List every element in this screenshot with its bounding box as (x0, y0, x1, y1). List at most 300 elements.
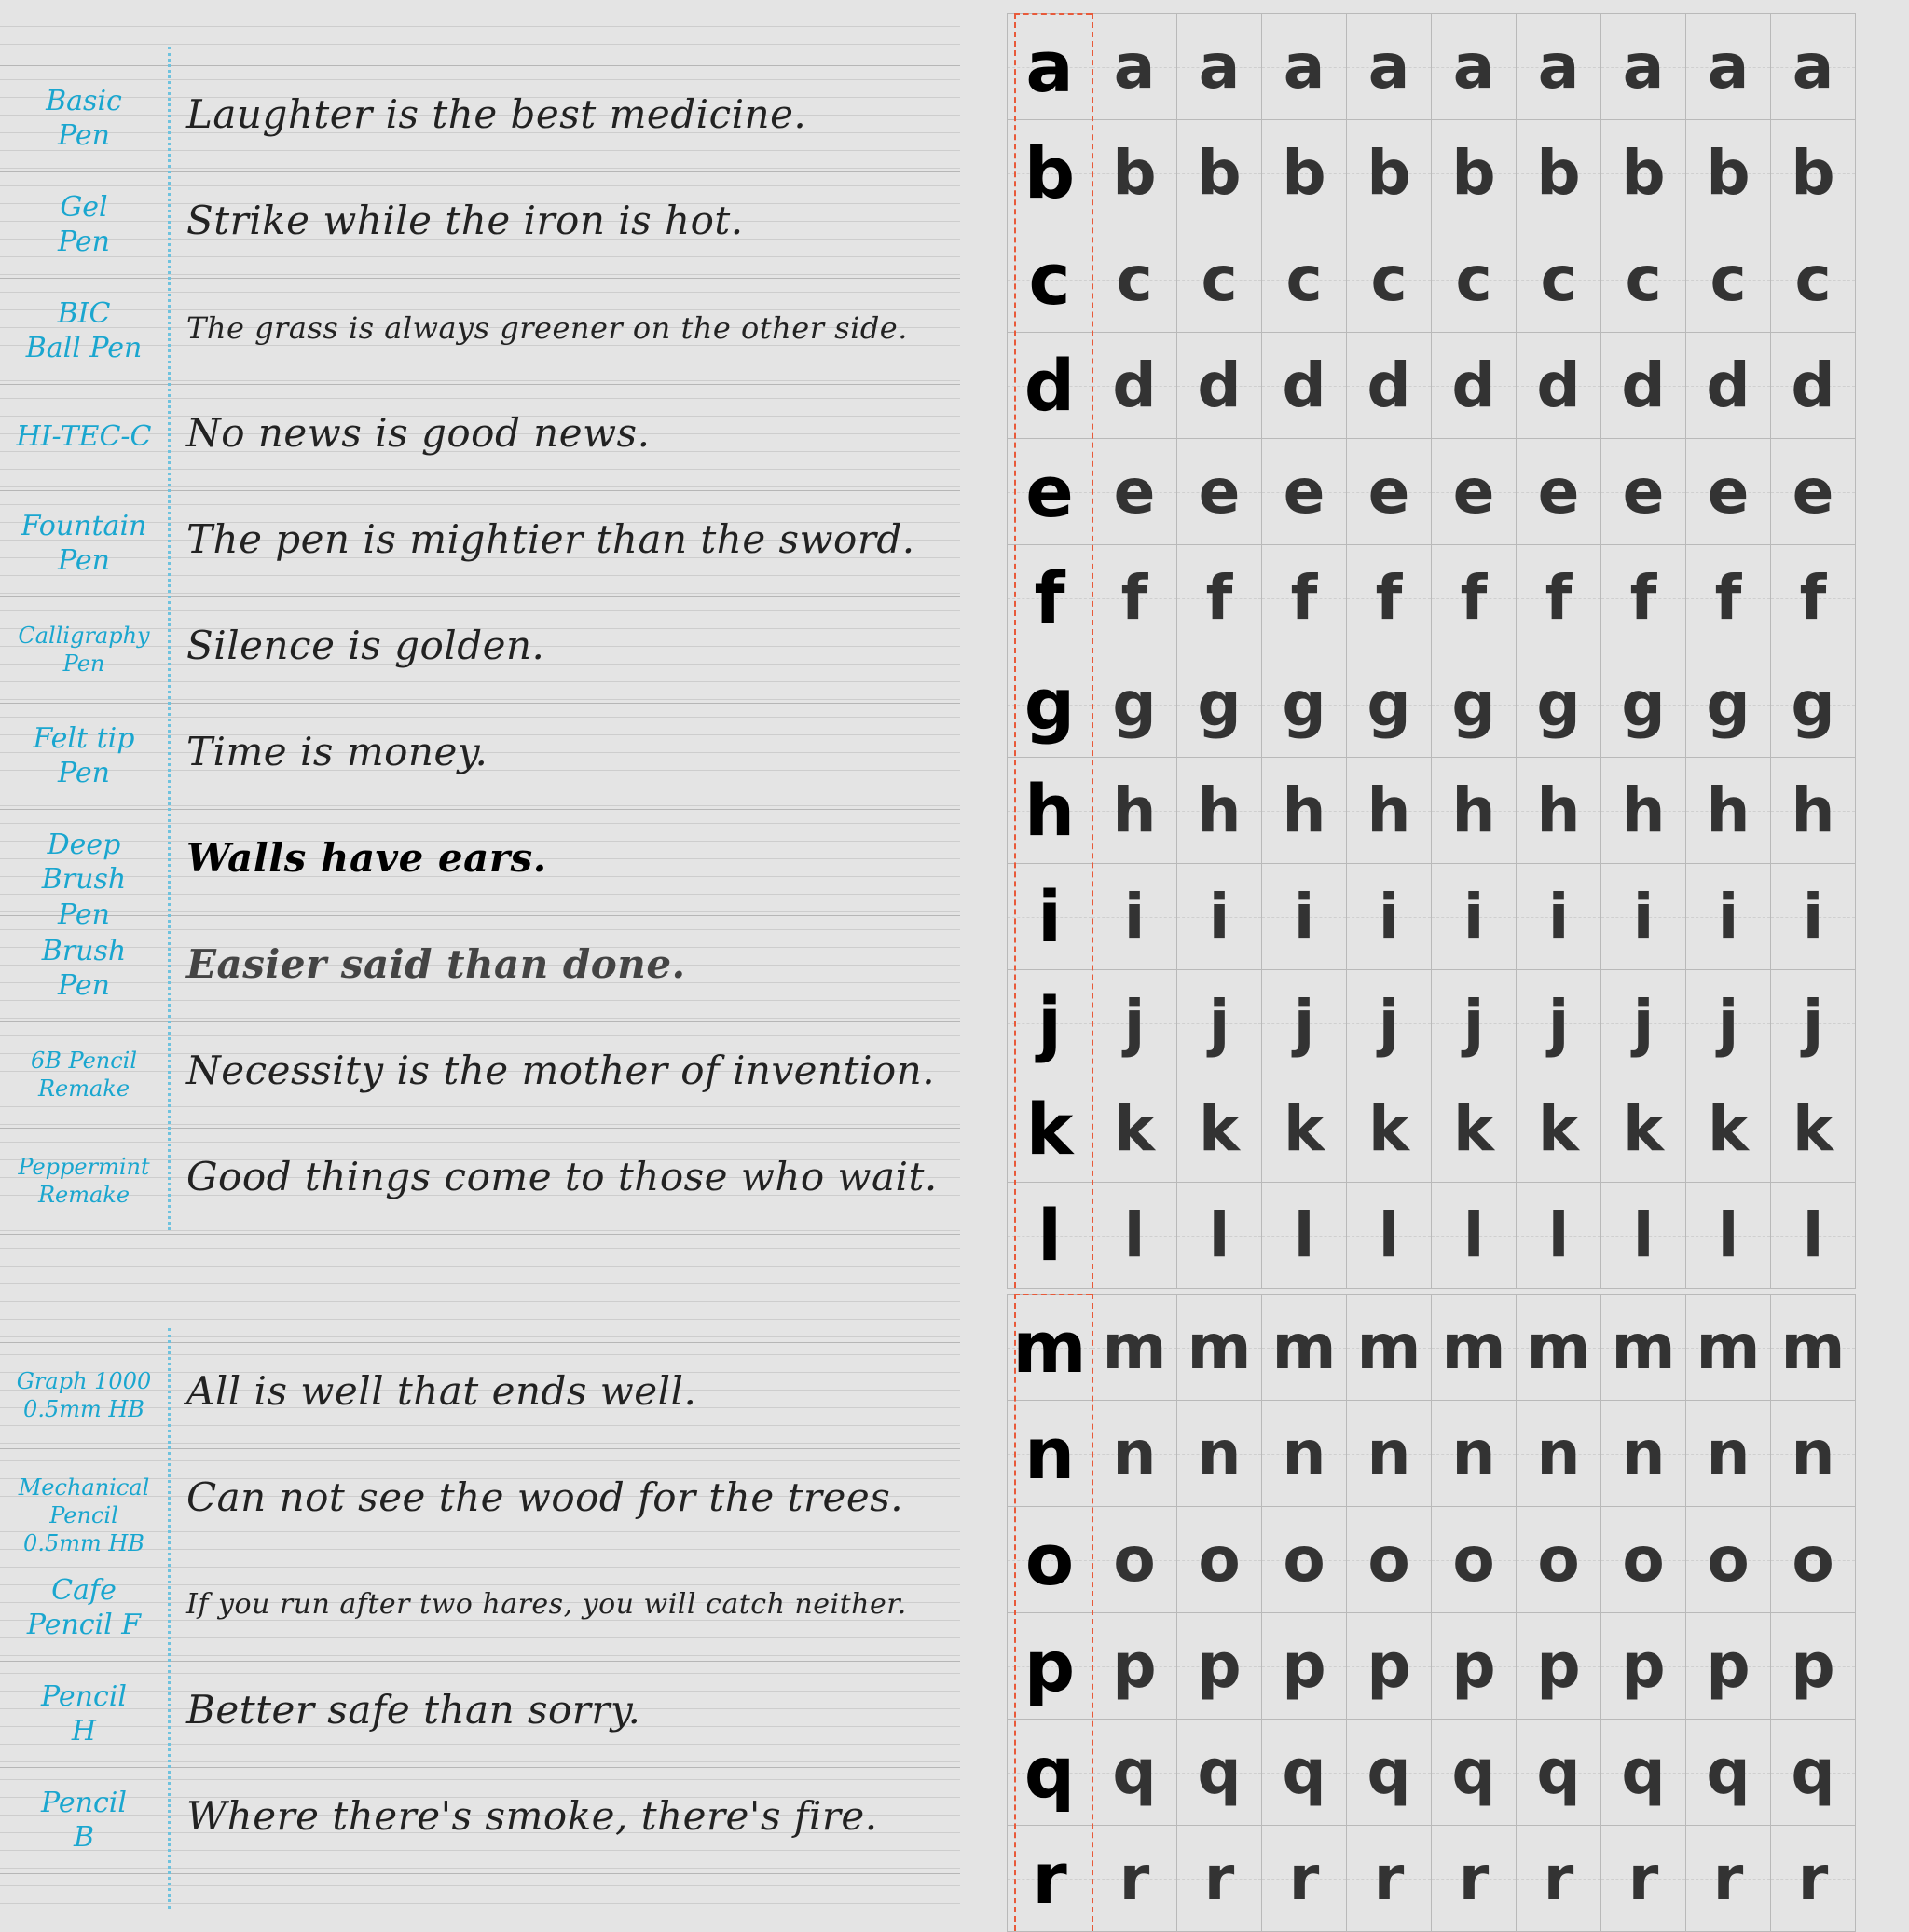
letter-glyph: g (1112, 668, 1157, 740)
letter-glyph: b (1706, 137, 1751, 209)
ruled-line (0, 1868, 960, 1869)
practice-letter-cell (1092, 226, 1177, 333)
practice-letter-cell (1770, 332, 1856, 439)
letter-glyph: f (1290, 562, 1318, 634)
letter-glyph: m (1611, 1311, 1676, 1383)
letter-glyph: r (1458, 1843, 1490, 1914)
ruled-line (0, 1673, 960, 1674)
letter-glyph: o (1024, 1518, 1075, 1601)
practice-letter-cell (1770, 969, 1856, 1076)
practice-letter-cell (1346, 332, 1432, 439)
practice-letter-cell (1516, 1076, 1601, 1183)
letter-glyph: j (1632, 987, 1655, 1059)
practice-letter-cell (1346, 1076, 1432, 1183)
ruled-line (0, 44, 960, 45)
practice-letter-cell (1600, 544, 1686, 651)
ruled-line (0, 809, 960, 810)
practice-letter-cell (1176, 651, 1262, 758)
letter-glyph: f (1034, 556, 1065, 639)
letter-glyph: b (1536, 137, 1581, 209)
ruled-line (0, 1234, 960, 1235)
letter-glyph: b (1197, 137, 1242, 209)
letter-glyph: c (1455, 243, 1492, 315)
practice-letter-cell (1261, 863, 1347, 970)
letter-glyph: i (1632, 881, 1655, 952)
letter-glyph: l (1293, 1199, 1315, 1271)
practice-letter-cell (1176, 1400, 1262, 1507)
letter-glyph: h (1197, 774, 1242, 846)
practice-letter-cell (1346, 226, 1432, 333)
letter-glyph: j (1463, 987, 1485, 1059)
practice-letter-cell (1346, 1719, 1432, 1826)
letter-glyph: k (1025, 1088, 1074, 1171)
model-letter-cell (1007, 1506, 1092, 1613)
ruled-line (0, 79, 960, 80)
letter-glyph: c (1285, 243, 1323, 315)
letter-glyph: l (1208, 1199, 1230, 1271)
model-column-left-guide (1014, 1294, 1016, 1931)
practice-letter-cell (1431, 1825, 1517, 1932)
ruled-line (0, 65, 960, 66)
letter-glyph: g (1197, 668, 1242, 740)
letter-glyph: h (1282, 774, 1326, 846)
practice-letter-cell (1516, 226, 1601, 333)
letter-glyph: a (1537, 31, 1580, 103)
letter-glyph: h (1367, 774, 1411, 846)
practice-letter-cell (1516, 544, 1601, 651)
letter-glyph: i (1293, 881, 1315, 952)
practice-letter-cell (1685, 438, 1771, 545)
letter-glyph: g (1282, 668, 1326, 740)
letter-glyph: e (1537, 456, 1580, 528)
ruled-line (0, 1354, 960, 1355)
practice-letter-cell (1685, 332, 1771, 439)
pen-name-label: Fountain Pen (21, 509, 147, 577)
letter-glyph: l (1378, 1199, 1400, 1271)
pen-name-label: Mechanical Pencil 0.5mm HB (18, 1474, 150, 1556)
letter-glyph: i (1717, 881, 1739, 952)
ruled-line (0, 1142, 960, 1143)
letter-glyph: b (1112, 137, 1157, 209)
letter-glyph: f (1714, 562, 1742, 634)
letter-glyph: n (1621, 1418, 1666, 1489)
handwriting-sample-sentence: The pen is mightier than the sword. (186, 515, 915, 562)
ruled-line (0, 292, 960, 293)
letter-glyph: h (1023, 769, 1076, 852)
practice-letter-cell (1346, 13, 1432, 120)
practice-letter-cell (1431, 651, 1517, 758)
practice-letter-cell (1176, 1076, 1262, 1183)
ruled-line (0, 171, 960, 172)
ruled-line (0, 1336, 960, 1337)
practice-letter-cell (1600, 1182, 1686, 1289)
practice-letter-cell (1346, 1825, 1432, 1932)
letter-glyph: e (1283, 456, 1325, 528)
handwriting-sample-sentence: If you run after two hares, you will catch neither. (186, 1588, 907, 1621)
practice-letter-cell (1685, 1294, 1771, 1401)
practice-letter-cell (1685, 863, 1771, 970)
letter-glyph: a (1452, 31, 1495, 103)
letter-glyph: e (1113, 456, 1156, 528)
handwriting-sample-sentence: Necessity is the mother of invention. (186, 1047, 936, 1093)
letter-glyph: o (1452, 1524, 1495, 1596)
ruled-line (0, 1767, 960, 1768)
practice-letter-cell (1600, 332, 1686, 439)
ruled-line (0, 486, 960, 487)
letter-glyph: j (1123, 987, 1146, 1059)
letter-glyph: n (1112, 1418, 1157, 1489)
practice-letter-cell (1092, 13, 1177, 120)
practice-letter-cell (1600, 1719, 1686, 1826)
letter-glyph: j (1717, 987, 1739, 1059)
practice-letter-cell (1261, 969, 1347, 1076)
practice-letter-cell (1261, 757, 1347, 864)
practice-letter-cell (1600, 1612, 1686, 1720)
practice-letter-cell (1431, 1400, 1517, 1507)
letter-glyph: p (1451, 1630, 1496, 1702)
practice-letter-cell (1685, 1506, 1771, 1613)
practice-letter-cell (1431, 544, 1517, 651)
practice-letter-cell (1600, 651, 1686, 758)
ruled-line (0, 274, 960, 275)
letter-glyph: l (1547, 1199, 1570, 1271)
ruled-line (0, 490, 960, 491)
letter-glyph: n (1367, 1418, 1411, 1489)
practice-letter-cell (1770, 1612, 1856, 1720)
letter-glyph: j (1802, 987, 1824, 1059)
practice-letter-cell (1685, 1612, 1771, 1720)
letter-glyph: a (1792, 31, 1834, 103)
letter-glyph: k (1199, 1093, 1240, 1165)
practice-letter-cell (1516, 1182, 1601, 1289)
letter-glyph: g (1367, 668, 1411, 740)
practice-letter-cell (1685, 1825, 1771, 1932)
practice-letter-cell (1600, 969, 1686, 1076)
letter-practice-grid (1007, 0, 1902, 1920)
practice-letter-cell (1092, 651, 1177, 758)
practice-letter-cell (1431, 438, 1517, 545)
letter-glyph: d (1451, 349, 1496, 421)
letter-glyph: n (1791, 1418, 1835, 1489)
practice-letter-cell (1685, 1719, 1771, 1826)
practice-letter-cell (1346, 119, 1432, 226)
practice-letter-cell (1516, 863, 1601, 970)
practice-letter-cell (1261, 1825, 1347, 1932)
practice-letter-cell (1431, 969, 1517, 1076)
letter-glyph: q (1023, 1731, 1076, 1814)
model-letter-cell (1007, 1294, 1092, 1401)
letter-glyph: c (1116, 243, 1153, 315)
letter-glyph: d (1282, 349, 1326, 421)
pen-name-label: Pencil H (41, 1679, 127, 1747)
practice-letter-cell (1092, 119, 1177, 226)
practice-letter-cell (1431, 1612, 1517, 1720)
pen-name-label: Peppermint Remake (18, 1154, 150, 1208)
letter-glyph: r (1373, 1843, 1405, 1914)
letter-glyph: d (1197, 349, 1242, 421)
letter-glyph: a (1113, 31, 1156, 103)
practice-letter-cell (1600, 1825, 1686, 1932)
practice-letter-cell (1685, 969, 1771, 1076)
letter-glyph: a (1283, 31, 1325, 103)
practice-letter-cell (1176, 1294, 1262, 1401)
ruled-line (0, 1283, 960, 1284)
ruled-line (0, 717, 960, 718)
practice-letter-cell (1516, 13, 1601, 120)
letter-glyph: h (1621, 774, 1666, 846)
letter-glyph: o (1537, 1524, 1580, 1596)
letter-glyph: m (1102, 1311, 1167, 1383)
ruled-line (0, 1761, 960, 1762)
practice-letter-cell (1431, 1719, 1517, 1826)
letter-glyph: o (1198, 1524, 1241, 1596)
practice-letter-cell (1600, 226, 1686, 333)
letter-glyph: m (1271, 1311, 1337, 1383)
letter-glyph: n (1197, 1418, 1242, 1489)
model-letter-cell (1007, 969, 1092, 1076)
ruled-line (0, 185, 960, 186)
ruled-line (0, 1021, 960, 1022)
pen-name-label: Pencil B (41, 1786, 127, 1854)
letter-glyph: j (1547, 987, 1570, 1059)
pen-name-label: HI-TEC-C (16, 420, 152, 454)
practice-letter-cell (1770, 13, 1856, 120)
handwriting-sample-sentence: Laughter is the best medicine. (186, 90, 807, 137)
practice-letter-cell (1261, 651, 1347, 758)
letter-glyph: d (1367, 349, 1411, 421)
practice-letter-cell (1431, 757, 1517, 864)
letter-glyph: e (1025, 450, 1074, 533)
practice-letter-cell (1261, 13, 1347, 120)
handwriting-sample-sentence: All is well that ends well. (186, 1367, 697, 1414)
practice-letter-cell (1346, 757, 1432, 864)
ruled-line (0, 1230, 960, 1231)
letter-glyph: c (1625, 243, 1662, 315)
practice-letter-cell (1176, 1719, 1262, 1826)
ruled-line (0, 805, 960, 806)
letter-glyph: l (1037, 1194, 1063, 1277)
letter-glyph: g (1536, 668, 1581, 740)
practice-letter-cell (1346, 969, 1432, 1076)
ruled-line (0, 610, 960, 611)
handwriting-sample-sentence: Can not see the wood for the trees. (186, 1473, 904, 1520)
model-letter-cell (1007, 863, 1092, 970)
letter-glyph: a (1707, 31, 1750, 103)
model-letter-cell (1007, 1182, 1092, 1289)
letter-glyph: f (1799, 562, 1827, 634)
model-column-right-guide (1092, 13, 1093, 1288)
letter-glyph: o (1792, 1524, 1834, 1596)
ruled-line (0, 1319, 960, 1320)
ruled-line (0, 1128, 960, 1129)
handwriting-sample-sentence: Time is money. (186, 728, 488, 774)
letter-glyph: e (1198, 456, 1241, 528)
letter-glyph: n (1706, 1418, 1751, 1489)
practice-letter-cell (1176, 119, 1262, 226)
practice-letter-cell (1092, 1506, 1177, 1613)
practice-letter-cell (1261, 1076, 1347, 1183)
practice-letter-cell (1516, 332, 1601, 439)
ruled-line (0, 1018, 960, 1019)
letter-glyph: r (1203, 1843, 1235, 1914)
practice-letter-cell (1516, 1719, 1601, 1826)
letter-glyph: c (1028, 238, 1071, 321)
handwriting-sample-sentence: No news is good news. (186, 409, 651, 456)
handwriting-sample-sentence: Strike while the iron is hot. (186, 197, 744, 243)
letter-glyph: m (1526, 1311, 1591, 1383)
model-column-right-guide (1092, 1294, 1093, 1931)
letter-glyph: p (1706, 1630, 1751, 1702)
letter-glyph: k (1792, 1093, 1833, 1165)
practice-letter-cell (1261, 1612, 1347, 1720)
practice-letter-cell (1431, 1294, 1517, 1401)
practice-letter-cell (1092, 1182, 1177, 1289)
letter-glyph: a (1198, 31, 1241, 103)
practice-letter-cell (1685, 1076, 1771, 1183)
model-letter-cell (1007, 1612, 1092, 1720)
practice-letter-cell (1176, 757, 1262, 864)
letter-glyph: f (1545, 562, 1573, 634)
practice-letter-cell (1685, 119, 1771, 226)
letter-glyph: h (1706, 774, 1751, 846)
practice-letter-cell (1346, 863, 1432, 970)
practice-letter-cell (1431, 1076, 1517, 1183)
practice-letter-cell (1431, 1506, 1517, 1613)
practice-letter-cell (1261, 1506, 1347, 1613)
letter-glyph: p (1536, 1630, 1581, 1702)
practice-letter-cell (1092, 544, 1177, 651)
letter-glyph: p (1197, 1630, 1242, 1702)
practice-letter-cell (1770, 651, 1856, 758)
ruled-line (0, 278, 960, 279)
letter-glyph: p (1621, 1630, 1666, 1702)
model-letter-cell (1007, 651, 1092, 758)
pen-name-label: Graph 1000 0.5mm HB (16, 1368, 152, 1422)
practice-letter-cell (1261, 119, 1347, 226)
letter-glyph: h (1112, 774, 1157, 846)
ruled-line (0, 26, 960, 27)
practice-letter-cell (1176, 863, 1262, 970)
letter-glyph: r (1032, 1837, 1067, 1920)
letter-glyph: g (1023, 663, 1076, 746)
pen-name-label: Calligraphy Pen (18, 623, 150, 677)
practice-letter-cell (1346, 1400, 1432, 1507)
pen-name-label: Basic Pen (46, 84, 122, 152)
letter-glyph: k (1538, 1093, 1579, 1165)
practice-letter-cell (1685, 226, 1771, 333)
ruled-line (0, 823, 960, 824)
practice-letter-cell (1431, 1182, 1517, 1289)
letter-glyph: p (1023, 1624, 1076, 1707)
practice-letter-cell (1431, 863, 1517, 970)
letter-glyph: n (1536, 1418, 1581, 1489)
letter-glyph: c (1370, 243, 1408, 315)
letter-glyph: c (1710, 243, 1747, 315)
letter-glyph: i (1208, 881, 1230, 952)
practice-letter-cell (1092, 1294, 1177, 1401)
ruled-line (0, 1460, 960, 1461)
ruled-line (0, 1124, 960, 1125)
practice-letter-cell (1346, 1182, 1432, 1289)
practice-letter-cell (1516, 757, 1601, 864)
practice-letter-cell (1092, 757, 1177, 864)
letter-glyph: d (1621, 349, 1666, 421)
letter-glyph: q (1197, 1736, 1242, 1808)
letter-glyph: f (1120, 562, 1148, 634)
letter-glyph: q (1791, 1736, 1835, 1808)
ruled-line (0, 593, 960, 594)
letter-glyph: b (1451, 137, 1496, 209)
practice-letter-cell (1176, 226, 1262, 333)
letter-glyph: e (1622, 456, 1665, 528)
practice-letter-cell (1092, 1076, 1177, 1183)
letter-glyph: m (1696, 1311, 1761, 1383)
ruled-line (0, 681, 960, 682)
practice-letter-cell (1176, 1825, 1262, 1932)
ruled-line (0, 1661, 960, 1662)
handwriting-sample-sentence: Good things come to those who wait. (186, 1153, 938, 1199)
letter-glyph: k (1623, 1093, 1664, 1165)
practice-letter-cell (1346, 544, 1432, 651)
practice-letter-cell (1092, 1400, 1177, 1507)
practice-letter-cell (1431, 332, 1517, 439)
ruled-line (0, 1567, 960, 1568)
letter-glyph: j (1293, 987, 1315, 1059)
model-letter-cell (1007, 1076, 1092, 1183)
practice-letter-cell (1092, 438, 1177, 545)
margin-dotted-line (168, 47, 171, 1230)
letter-glyph: f (1629, 562, 1657, 634)
practice-letter-cell (1092, 969, 1177, 1076)
letter-glyph: i (1378, 881, 1400, 952)
letter-glyph: g (1706, 668, 1751, 740)
practice-letter-cell (1346, 1506, 1432, 1613)
practice-letter-cell (1770, 1294, 1856, 1401)
letter-glyph: q (1451, 1736, 1496, 1808)
letter-glyph: g (1451, 668, 1496, 740)
practice-letter-cell (1770, 226, 1856, 333)
practice-letter-cell (1516, 119, 1601, 226)
letter-glyph: i (1123, 881, 1146, 952)
practice-letter-cell (1346, 651, 1432, 758)
model-column-top-guide (1014, 1294, 1092, 1295)
practice-letter-cell (1770, 863, 1856, 970)
letter-glyph: f (1205, 562, 1233, 634)
letter-glyph: c (1794, 243, 1832, 315)
letter-glyph: a (1025, 25, 1074, 108)
letter-glyph: r (1288, 1843, 1320, 1914)
letter-glyph: d (1112, 349, 1157, 421)
pen-name-label: Felt tip Pen (33, 721, 135, 789)
pen-name-label: Deep Brush Pen (41, 828, 127, 931)
model-letter-cell (1007, 226, 1092, 333)
letter-glyph: h (1791, 774, 1835, 846)
practice-letter-cell (1346, 1294, 1432, 1401)
letter-glyph: n (1282, 1418, 1326, 1489)
letter-glyph: r (1627, 1843, 1659, 1914)
letter-glyph: d (1536, 349, 1581, 421)
letter-glyph: f (1375, 562, 1403, 634)
practice-letter-cell (1770, 544, 1856, 651)
practice-letter-cell (1770, 1400, 1856, 1507)
ruled-line (0, 384, 960, 385)
letter-glyph: n (1023, 1412, 1076, 1495)
practice-letter-cell (1600, 1400, 1686, 1507)
letter-glyph: d (1023, 344, 1076, 427)
practice-letter-cell (1092, 332, 1177, 439)
practice-letter-cell (1261, 544, 1347, 651)
practice-letter-cell (1600, 757, 1686, 864)
